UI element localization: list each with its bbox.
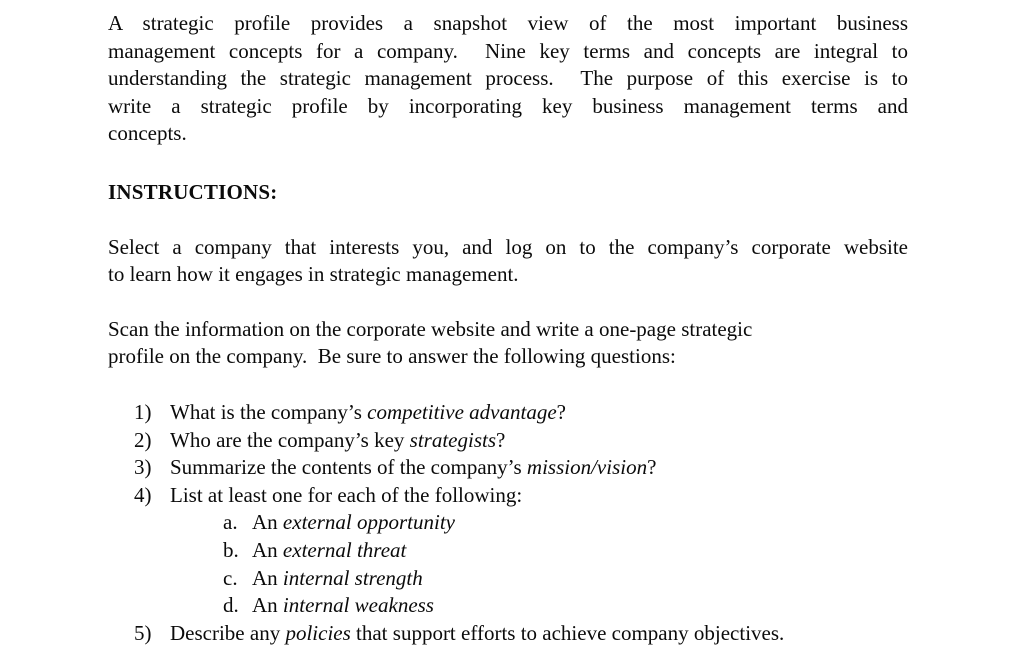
- sub-item-b: [223, 537, 908, 565]
- text-line: write a strategic profile by incorporating key business management terms and: [108, 93, 908, 118]
- instructions-heading: INSTRUCTIONS:: [108, 179, 278, 204]
- item-text: [252, 510, 455, 534]
- item-text-post: ?: [647, 455, 657, 480]
- item-text-pre: List at least one for each of the following:: [170, 482, 523, 507]
- item-text: [170, 455, 656, 479]
- item-number: 4): [134, 482, 152, 507]
- item-letter: a.: [223, 510, 238, 535]
- item-text: [170, 400, 566, 424]
- item-text-pre: Who are the company’s key: [170, 427, 410, 452]
- item-text-italic: external threat: [282, 537, 407, 562]
- item-number: 2): [134, 427, 152, 452]
- item-text: [170, 428, 505, 452]
- sub-item-c: [223, 565, 908, 593]
- sub-item-a: [223, 509, 908, 537]
- question-item-4: [134, 482, 908, 510]
- text-line: profile on the company. Be sure to answer the following questions:: [108, 344, 676, 369]
- item-text-italic: strategists: [409, 427, 497, 452]
- item-text-italic: external opportunity: [282, 510, 455, 535]
- item-text-pre: An: [252, 565, 283, 590]
- item-text-pre: An: [252, 593, 283, 618]
- question-item-2: [134, 427, 908, 455]
- question-item-5: [134, 620, 908, 648]
- intro-paragraph: [108, 10, 908, 148]
- select-company-paragraph: [108, 234, 908, 289]
- question-item-3: [134, 454, 908, 482]
- text-line: understanding the strategic management process. The purpose of this exercise is to: [108, 66, 908, 91]
- item-text: [252, 566, 423, 590]
- item-text-italic: competitive advantage: [367, 399, 557, 424]
- sub-item-d: [223, 592, 908, 620]
- item-text-italic: internal strength: [282, 565, 423, 590]
- item-text: [252, 593, 434, 617]
- item-text: [252, 538, 406, 562]
- item-text: [170, 483, 522, 507]
- question-item-1: [134, 399, 908, 427]
- item-text-pre: What is the company’s: [170, 399, 368, 424]
- item-text-pre: An: [252, 510, 283, 535]
- item-letter: d.: [223, 593, 239, 618]
- text-line: A strategic profile provides a snapshot view of the most important business: [108, 11, 908, 35]
- text-line: Scan the information on the corporate website and write a one-page strategic: [108, 316, 753, 341]
- item-text-post: that support efforts to achieve company objectives.: [350, 620, 785, 645]
- item-text-pre: Summarize the contents of the company’s: [170, 455, 527, 480]
- item-number: 5): [134, 620, 152, 645]
- item-text-post: ?: [496, 427, 506, 452]
- item-letter: b.: [223, 537, 239, 562]
- item-number: 3): [134, 455, 152, 480]
- item-text-pre: An: [252, 537, 283, 562]
- item-number: 1): [134, 399, 152, 424]
- text-line: to learn how it engages in strategic management.: [108, 262, 519, 287]
- text-line: concepts.: [108, 121, 187, 146]
- item-text-pre: Describe any: [170, 620, 286, 645]
- item-letter: c.: [223, 565, 238, 590]
- item-text-post: ?: [556, 399, 566, 424]
- questions-list: [108, 399, 908, 647]
- item-text: [170, 621, 784, 645]
- item-text-italic: internal weakness: [282, 593, 434, 618]
- item-text-italic: mission/vision: [526, 455, 648, 480]
- scan-website-paragraph: [108, 316, 908, 371]
- text-line: management concepts for a company. Nine key terms and concepts are integral to: [108, 38, 908, 63]
- text-line: Select a company that interests you, and log on to the company’s corporate website: [108, 234, 908, 259]
- item-text-italic: policies: [285, 620, 351, 645]
